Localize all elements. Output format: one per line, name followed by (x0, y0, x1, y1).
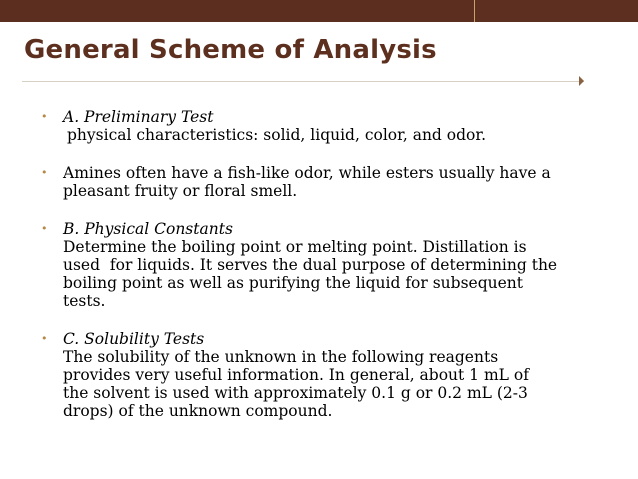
bullet-heading: • C. Solubility Tests (63, 330, 205, 348)
top-banner-accent (474, 0, 638, 22)
slide-title: General Scheme of Analysis (24, 35, 437, 65)
bullet-physical-constants (39, 220, 609, 310)
bullet-text-line: provides very useful information. In general, about 1 mL of (63, 366, 529, 384)
bullet-list (39, 108, 609, 420)
divider-arrow-icon (579, 76, 584, 86)
bullet-text-line: • Amines often have a fish-like odor, while esters usually have a (63, 164, 551, 182)
bullet-text-line: the solvent is used with approximately 0.1 g or 0.2 mL (2-3 (63, 384, 528, 402)
bullet-text-line: drops) of the unknown compound. (63, 402, 333, 420)
bullet-odor-note (39, 164, 609, 200)
bullet-text-line: physical characteristics: solid, liquid, color, and odor. (67, 126, 486, 144)
bullet-solubility-tests (39, 330, 609, 420)
bullet-preliminary-test (39, 108, 609, 144)
bullet-text-line: tests. (63, 292, 106, 310)
bullet-heading: • B. Physical Constants (63, 220, 233, 238)
bullet-text-line: Determine the boiling point or melting point. Distillation is (63, 238, 527, 256)
bullet-text-line: pleasant fruity or floral smell. (63, 182, 298, 200)
bullet-heading: • A. Preliminary Test (63, 108, 214, 126)
bullet-text-line: The solubility of the unknown in the following reagents (63, 348, 499, 366)
bullet-text-line: used for liquids. It serves the dual purpose of determining the (63, 256, 558, 274)
title-divider (22, 81, 584, 82)
bullet-text-line: boiling point as well as purifying the liquid for subsequent (63, 274, 524, 292)
